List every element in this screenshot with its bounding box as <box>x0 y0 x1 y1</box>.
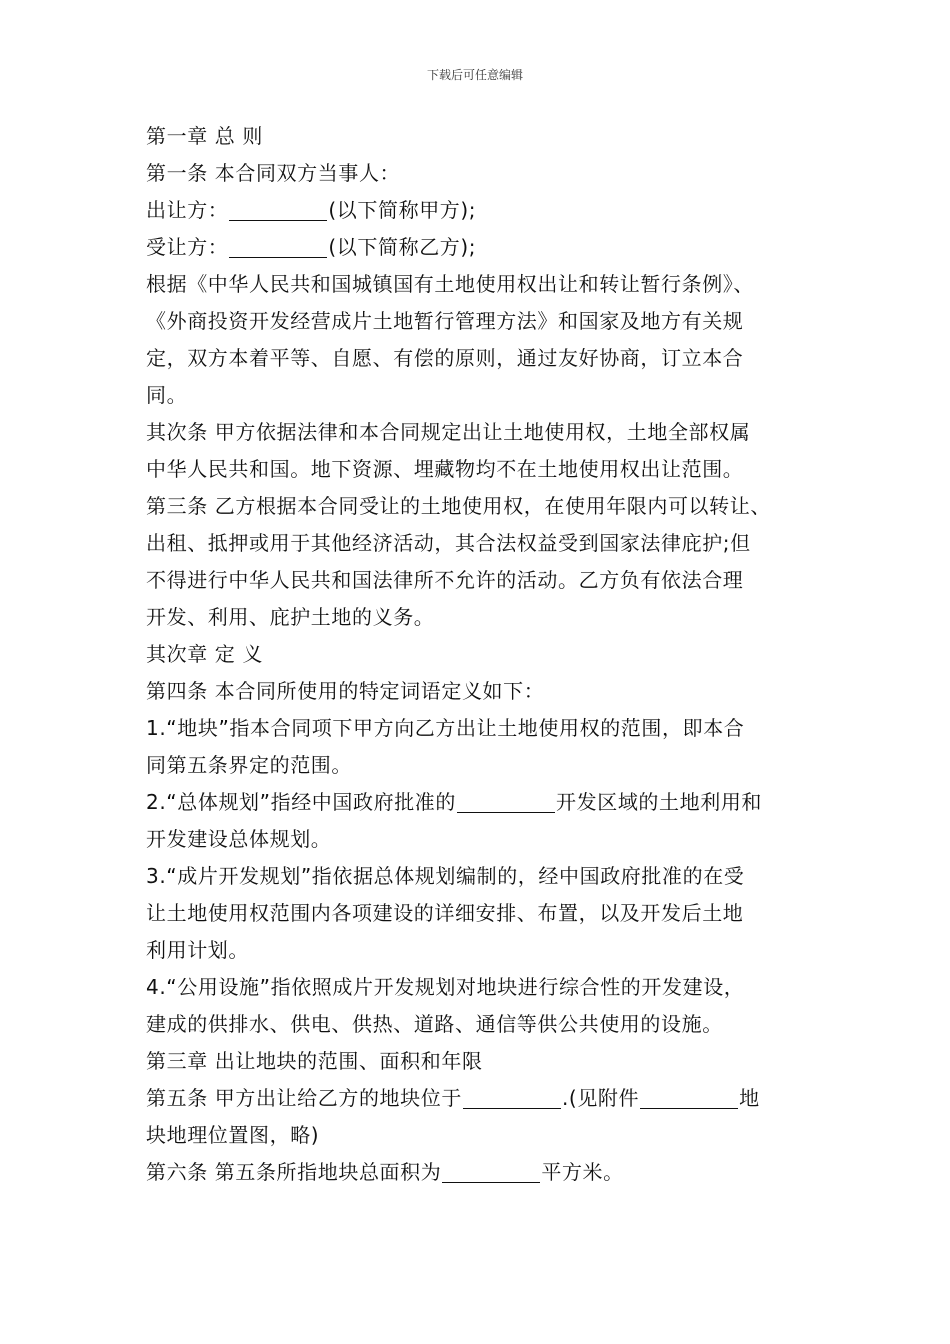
fill-in-blank <box>457 790 555 813</box>
text-segment: 中华人民共和国。地下资源、埋藏物均不在土地使用权出让范围。 <box>146 457 744 481</box>
text-line <box>146 821 836 858</box>
text-segment: 开发区域的土地利用和 <box>556 790 763 814</box>
text-segment: 出租、抵押或用于其他经济活动，其合法权益受到国家法律庇护;但 <box>146 531 751 555</box>
text-line <box>146 599 836 636</box>
text-segment: 1.“地块”指本合同项下甲方向乙方出让土地使用权的范围，即本合 <box>146 716 745 740</box>
text-segment: 平方米。 <box>541 1160 624 1184</box>
text-segment: 根据《中华人民共和国城镇国有土地使用权出让和转让暂行条例》、 <box>146 272 754 296</box>
text-line <box>146 747 836 784</box>
text-segment: (以下简称甲方); <box>328 198 477 222</box>
fill-in-blank <box>229 235 327 258</box>
text-line <box>146 118 836 155</box>
text-segment: (以下简称乙方); <box>328 235 477 259</box>
document-body <box>146 118 836 1191</box>
text-segment: 第一章 总 则 <box>146 124 263 148</box>
text-segment: 块地理位置图，略) <box>146 1123 320 1147</box>
text-line <box>146 155 836 192</box>
text-segment: 地 <box>739 1086 760 1110</box>
text-segment: 利用计划。 <box>146 938 249 962</box>
text-segment: 第三条 乙方根据本合同受让的土地使用权，在使用年限内可以转让、 <box>146 494 771 518</box>
text-segment: 定，双方本着平等、自愿、有偿的原则，通过友好协商，订立本合 <box>146 346 744 370</box>
text-line <box>146 784 836 821</box>
text-segment: 同第五条界定的范围。 <box>146 753 352 777</box>
text-line <box>146 192 836 229</box>
text-segment: 让土地使用权范围内各项建设的详细安排、布置，以及开发后土地 <box>146 901 744 925</box>
text-segment: 开发建设总体规划。 <box>146 827 332 851</box>
text-line <box>146 858 836 895</box>
text-line <box>146 303 836 340</box>
text-line <box>146 266 836 303</box>
text-line <box>146 636 836 673</box>
text-line <box>146 932 836 969</box>
text-line <box>146 229 836 266</box>
text-segment: 第三章 出让地块的范围、面积和年限 <box>146 1049 483 1073</box>
text-segment: 建成的供排水、供电、供热、道路、通信等供公共使用的设施。 <box>146 1012 723 1036</box>
text-line <box>146 488 836 525</box>
text-line <box>146 1006 836 1043</box>
text-segment: 第一条 本合同双方当事人： <box>146 161 401 185</box>
text-line <box>146 1154 836 1191</box>
text-line <box>146 562 836 599</box>
text-segment: 其次章 定 义 <box>146 642 263 666</box>
text-segment: 同。 <box>146 383 188 407</box>
text-line <box>146 1080 836 1117</box>
text-segment: 受让方： <box>146 235 229 259</box>
text-line <box>146 1043 836 1080</box>
text-segment: 3.“成片开发规划”指依据总体规划编制的，经中国政府批准的在受 <box>146 864 745 888</box>
text-segment: 不得进行中华人民共和国法律所不允许的活动。乙方负有依法合理 <box>146 568 744 592</box>
text-segment: 第五条 甲方出让给乙方的地块位于 <box>146 1086 462 1110</box>
text-line <box>146 414 836 451</box>
text-line <box>146 525 836 562</box>
text-line <box>146 1117 836 1154</box>
text-segment: 2.“总体规划”指经中国政府批准的 <box>146 790 457 814</box>
text-segment: 第四条 本合同所使用的特定词语定义如下： <box>146 679 545 703</box>
text-line <box>146 969 836 1006</box>
text-segment: 第六条 第五条所指地块总面积为 <box>146 1160 442 1184</box>
fill-in-blank <box>640 1086 738 1109</box>
page-header: 下载后可任意编辑 <box>426 68 523 82</box>
text-line <box>146 673 836 710</box>
text-segment: 其次条 甲方依据法律和本合同规定出让土地使用权，土地全部权属 <box>146 420 751 444</box>
text-segment: 《外商投资开发经营成片土地暂行管理方法》和国家及地方有关规 <box>146 309 744 333</box>
fill-in-blank <box>463 1086 561 1109</box>
fill-in-blank <box>442 1160 540 1183</box>
text-segment: 4.“公用设施”指依照成片开发规划对地块进行综合性的开发建设， <box>146 975 745 999</box>
text-segment: .(见附件 <box>561 1086 640 1110</box>
fill-in-blank <box>229 198 327 221</box>
text-line <box>146 377 836 414</box>
text-line <box>146 340 836 377</box>
text-segment: 开发、利用、庇护土地的义务。 <box>146 605 435 629</box>
text-line <box>146 710 836 747</box>
text-segment: 出让方： <box>146 198 229 222</box>
text-line <box>146 895 836 932</box>
text-line <box>146 451 836 488</box>
